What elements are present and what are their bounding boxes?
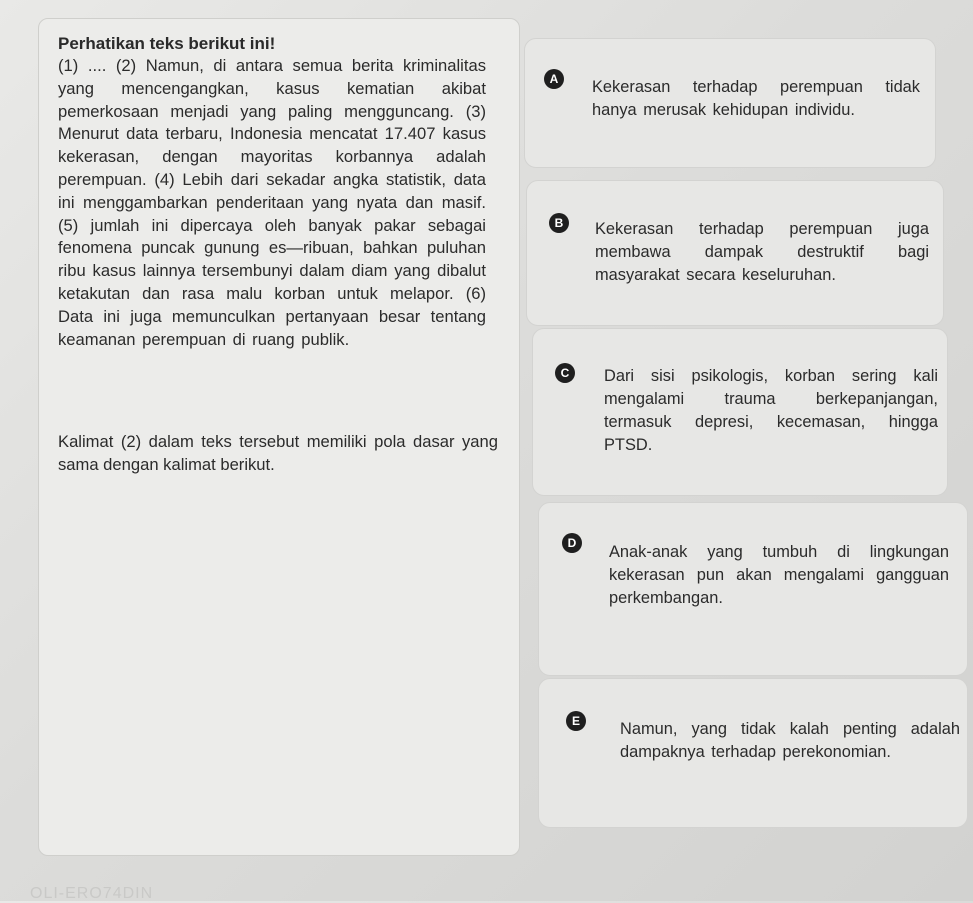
option-c-badge: C xyxy=(555,363,575,383)
option-b-text: Kekerasan terhadap perempuan juga membawa dampak destruktif bagi masyarakat secara keseluruhan. xyxy=(595,220,929,284)
option-b-badge: B xyxy=(549,213,569,233)
question-text: Kalimat (2) dalam teks tersebut memiliki pola dasar yang sama dengan kalimat berikut. xyxy=(58,432,498,474)
watermark-text: OLI-ERO74DIN xyxy=(30,885,154,902)
option-d-badge: D xyxy=(562,533,582,553)
option-a-text: Kekerasan terhadap perempuan tidak hanya merusak kehidupan individu. xyxy=(592,78,920,119)
instruction-title: Perhatikan teks berikut ini! xyxy=(58,34,276,53)
option-e-text: Namun, yang tidak kalah penting adalah dampaknya terhadap perekonomian. xyxy=(620,720,960,761)
option-e-badge: E xyxy=(566,711,586,731)
passage-text: (1) .... (2) Namun, di antara semua berita kriminalitas yang mencengangkan, kasus kematian akibat pemerkosaan menjadi yang paling mengguncang. (3) Menurut data terbaru, Indonesia mencatat 17.407 kasus kekerasan, dengan mayoritas korbannya adalah perempuan. (4) Lebih dari sekadar angka statistik, data ini menggambarkan penderitaan yang nyata dan masif. (5) jumlah ini dipercaya oleh banyak pakar sebagai fenomena puncak gunung es—ribuan, bahkan puluhan ribu kasus lainnya tersembunyi dalam diam yang dibalut ketakutan dan rasa malu korban untuk melapor. (6) Data ini juga memunculkan pertanyaan besar tentang keamanan perempuan di ruang publik. xyxy=(58,56,486,349)
option-a-badge: A xyxy=(544,69,564,89)
option-d-text: Anak-anak yang tumbuh di lingkungan kekerasan pun akan mengalami gangguan perkembangan. xyxy=(609,543,949,607)
option-c-text: Dari sisi psikologis, korban sering kali mengalami trauma berkepanjangan, termasuk depresi, kecemasan, hingga PTSD. xyxy=(604,367,938,454)
